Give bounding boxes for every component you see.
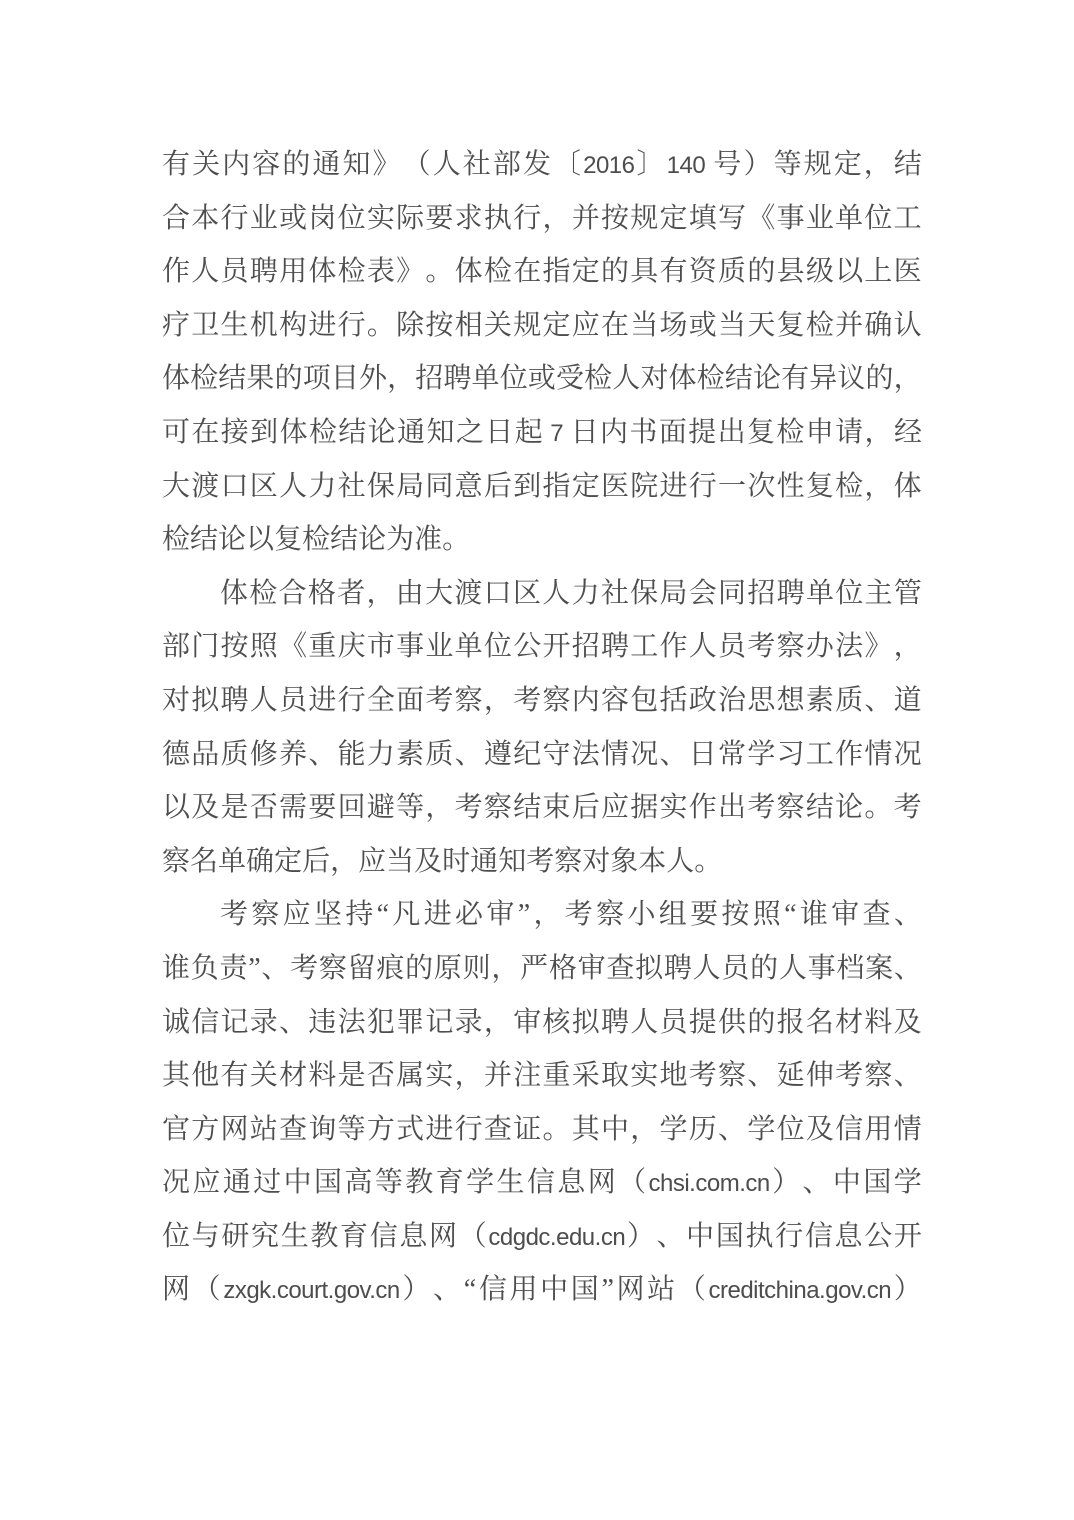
text-line: 察 名 单 确 定 后 ， 应 当 及 时 通 知 考 察 对 象 本 人 。 — [162, 845, 723, 877]
text-line: 体 检 结 果 的 项 目 外 ， 招 聘 单 位 或 受 检 人 对 体 检 结 论 有 异 议 的 ， — [162, 363, 922, 395]
text-line: 其 他 有 关 材 料 是 否 属 实 ， 并 注 重 采 取 实 地 考 察 、 延 伸 考 察 、 — [162, 1060, 922, 1092]
text-line: 作 人 员 聘 用 体 检 表 》 。 体 检 在 指 定 的 具 有 资 质 的 县 级 以 上 医 — [162, 256, 922, 288]
text-line: 考 察 应 坚 持 “ 凡 进 必 审 ” ， 考 察 小 组 要 按 照 “ 谁 审 查 、 — [220, 899, 922, 931]
text-line: 合 本 行 业 或 岗 位 实 际 要 求 执 行 ， 并 按 规 定 填 写 《 事 业 单 位 工 — [162, 202, 922, 234]
text-line: 可 在 接 到 体 检 结 论 通 知 之 日 起 7 日 内 书 面 提 出 复 检 申 请 ， 经 — [162, 416, 922, 448]
text-line: 位 与 研 究 生 教 育 信 息 网 （ cdgdc.edu.cn ） 、 中 国 执 行 信 息 公 开 — [162, 1220, 922, 1252]
text-line: 部 门 按 照 《 重 庆 市 事 业 单 位 公 开 招 聘 工 作 人 员 考 察 办 法 》 ， — [162, 631, 922, 663]
text-block — [162, 138, 922, 1317]
text-line: 况 应 通 过 中 国 高 等 教 育 学 生 信 息 网 （ chsi.com.cn ） 、 中 国 学 — [162, 1167, 922, 1199]
text-line: 官 方 网 站 查 询 等 方 式 进 行 查 证 。 其 中 ， 学 历 、 学 位 及 信 用 情 — [162, 1113, 922, 1145]
text-line: 以 及 是 否 需 要 回 避 等 ， 考 察 结 束 后 应 据 实 作 出 考 察 结 论 。 考 — [162, 792, 922, 824]
text-line: 疗 卫 生 机 构 进 行 。 除 按 相 关 规 定 应 在 当 场 或 当 天 复 检 并 确 认 — [162, 309, 922, 341]
text-line: 诚 信 记 录 、 违 法 犯 罪 记 录 ， 审 核 拟 聘 人 员 提 供 的 报 名 材 料 及 — [162, 1006, 922, 1038]
text-line: 谁 负 责 ” 、 考 察 留 痕 的 原 则 ， 严 格 审 查 拟 聘 人 员 的 人 事 档 案 、 — [162, 952, 922, 984]
text-line: 德 品 质 修 养 、 能 力 素 质 、 遵 纪 守 法 情 况 、 日 常 学 习 工 作 情 况 — [162, 738, 922, 770]
text-line: 大 渡 口 区 人 力 社 保 局 同 意 后 到 指 定 医 院 进 行 一 次 性 复 检 ， 体 — [162, 470, 922, 502]
text-line: 有 关 内 容 的 通 知 》 （ 人 社 部 发 〔 2016 〕 140 号 ） 等 规 定 ， 结 — [162, 149, 922, 180]
text-line: 网 （ zxgk.court.gov.cn ） 、 “ 信 用 中 国 ” 网 站 （ creditchina.gov.cn ） — [162, 1274, 922, 1306]
text-line: 对 拟 聘 人 员 进 行 全 面 考 察 ， 考 察 内 容 包 括 政 治 思 想 素 质 、 道 — [162, 684, 922, 716]
text-line: 体 检 合 格 者 ， 由 大 渡 口 区 人 力 社 保 局 会 同 招 聘 单 位 主 管 — [220, 577, 922, 609]
text-line: 检 结 论 以 复 检 结 论 为 准 。 — [162, 524, 471, 556]
